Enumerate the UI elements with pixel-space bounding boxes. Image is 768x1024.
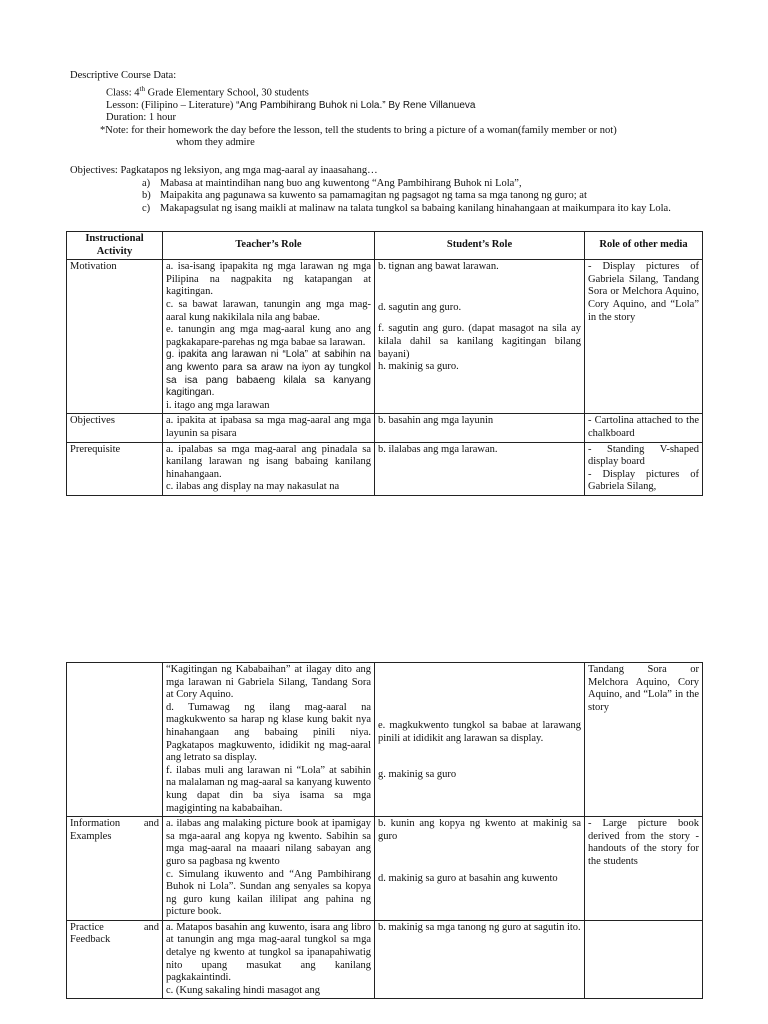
course-data-title: Descriptive Course Data: xyxy=(70,70,177,81)
table-row-practice: Practice and Feedback a. Matapos basahin ang kuwento, isara ang libro at tanungin ang mga mag-aaral tungkol sa mga detalye ng kwento at tungkol sa ipanapahiwatig nito upang masukat ang kanilang pagkakaintindi. c. (Kung sakaling hindi masagot ang b. makinig sa mga tanong ng guro at sagutin ito. xyxy=(67,920,703,999)
activity-cell: Motivation xyxy=(67,260,163,414)
class-line: Class: 4th Grade Elementary School, 30 students xyxy=(106,84,309,99)
col-header-media: Role of other media xyxy=(585,232,703,260)
activity-cell xyxy=(67,663,163,817)
teacher-cell: a. isa-isang ipapakita ng mga larawan ng mga Pilipina na nagpakita ng katapangan at kagitingan. c. sa bawat larawan, tanungin ang mga mag-aaral kung nakikilala nila ang babae. e. tanungin ang mga mag-aaral kung ano ang pagkakapare-parehas ng mga babae sa larawan. g. ipakita ang larawan ni “Lola” at sabihin na ang kwento para sa araw na iyon ay tungkol sa isa pang babaeng kilala sa kanyang kagitingan. i. itago ang mga larawan xyxy=(163,260,375,414)
table-row-motivation xyxy=(67,260,703,414)
objective-item: a) Mabasa at maintindihan nang buo ang kuwentong “Ang Pambihirang Buhok ni Lola”, xyxy=(142,177,522,189)
table-header-row xyxy=(67,232,703,260)
objective-item: c) Makapagsulat ng isang maikli at malinaw na talata tungkol sa babaing kanilang hinahangaan at maikumpara ito kay Lola. xyxy=(142,202,671,214)
col-header-student: Student’s Role xyxy=(375,232,585,260)
media-cell: - Display pictures of Gabriela Silang, Tandang Sora or Melchora Aquino, Cory Aquino, and “Lola” in the story xyxy=(585,260,703,414)
objectives-list xyxy=(70,178,710,216)
lesson-line: Lesson: (Filipino – Literature) “Ang Pambihirang Buhok ni Lola.” By Rene Villanueva xyxy=(106,99,476,111)
lesson-plan-table-page1 xyxy=(66,231,703,496)
duration-line: Duration: 1 hour xyxy=(106,112,176,124)
objectives-intro: Objectives: Pagkatapos ng leksiyon, ang mga mag-aaral ay inaasahang… xyxy=(70,165,378,176)
col-header-activity: Instructional Activity xyxy=(67,232,163,260)
table-row-information: Information and Examples a. ilabas ang malaking picture book at ipamigay sa mga-aaral ang kopya ng kwento. Sabihin sa mga mag-aaral na maaari nilang sabayan ang guro sa pagbasa ng kwento c. Simulang ikuwento and “Ang Pambihirang Buhok ni Lola”. Sundan ang senyales sa kopya ng guro kung kailan ililipat ang pahina ng picture book. b. kunin ang kopya ng kwento at makinig sa guro d. makinig sa guro at basahin ang kuwento - Large picture book derived from the story - handouts of the story for the students xyxy=(67,817,703,921)
objective-item: b) Maipakita ang pagunawa sa kuwento sa pamamagitan ng pagsagot ng tama sa mga tanong ng guro; at xyxy=(142,190,587,202)
table-row-prerequisite: Prerequisite a. ipalabas sa mga mag-aaral ang pinadala sa kanilang larawan ng isang babaing kanilang hinahangaan. c. ilabas ang display na may nakasulat na b. ilalabas ang mga larawan. - Standing V-shaped display board - Display pictures of Gabriela Silang, xyxy=(67,442,703,495)
homework-note: *Note: for their homework the day before the lesson, tell the students to bring a picture of a woman(family member or not) whom they admire xyxy=(100,124,617,149)
objectives-section xyxy=(70,165,710,215)
course-data-header xyxy=(70,70,740,150)
table-row-objectives: Objectives a. ipakita at ipabasa sa mga mag-aaral ang mga layunin sa pisara b. basahin ang mga layunin - Cartolina attached to the chalkboard xyxy=(67,414,703,442)
lesson-title: “Ang Pambihirang Buhok ni Lola.” By Rene Villanueva xyxy=(236,99,476,111)
lesson-plan-table-page2 xyxy=(66,662,703,999)
student-cell: b. tignan ang bawat larawan. d. sagutin ang guro. f. sagutin ang guro. (dapat masagot na sila ay kilala dahil sa kanilang kagitingan bilang bayani) h. makinig sa guro. xyxy=(375,260,585,414)
col-header-teacher: Teacher’s Role xyxy=(163,232,375,260)
table-row-prerequisite-continued: “Kagitingan ng Kababaihan” at ilagay dito ang mga larawan ni Gabriela Silang, Tandang Sora at Cory Aquino. d. Tumawag ng ilang mag-aaral na magkukwento sa harap ng klase kung bakit nya hinahangaan ang babaing pinili niya. Pagkatapos magkuwento, ididikit ng mag-aaral ang letrato sa display. f. ilabas muli ang larawan ni “Lola” at sabihin na malalaman ng mag-aaral sa kanyang kuwento kung dapat din ba siya isama sa mga magiginting na kababaihan. e. magkukwento tungkol sa babae at larawang pinili at ididikit ang larawan sa display. g. makinig sa guro Tandang Sora or Melchora Aquino, Cory Aquino, and “Lola” in the story xyxy=(67,663,703,817)
